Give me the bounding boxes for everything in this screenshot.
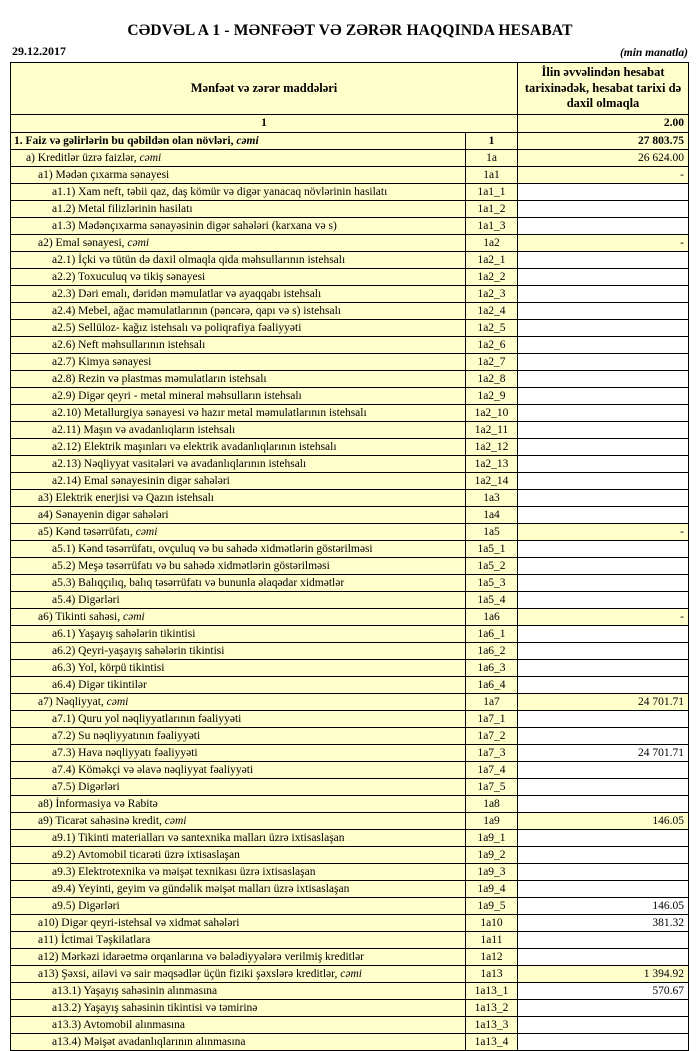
row-label xyxy=(11,336,466,353)
table-row xyxy=(11,574,689,591)
row-code: 1a8 xyxy=(466,795,518,812)
row-label xyxy=(11,1016,466,1033)
table-row xyxy=(11,319,689,336)
column-number-value: 2.00 xyxy=(518,114,689,132)
table-row xyxy=(11,693,689,710)
row-value xyxy=(518,574,689,591)
row-code: 1a13_4 xyxy=(466,1033,518,1050)
row-label xyxy=(11,540,466,557)
row-label-text: a13.2) Yaşayış sahəsinin tikintisi və təmirinə xyxy=(52,1001,258,1014)
row-label-cemi: cəmi xyxy=(139,151,162,164)
row-value xyxy=(518,370,689,387)
report-date: 29.12.2017 xyxy=(12,44,66,58)
row-label-text: a9) Ticarət sahəsinə kredit, xyxy=(38,814,162,827)
row-code: 1a5_2 xyxy=(466,557,518,574)
row-code: 1a4 xyxy=(466,506,518,523)
table-row xyxy=(11,523,689,540)
row-value xyxy=(518,421,689,438)
row-label-text: a3) Elektrik enerjisi və Qazın istehsalı xyxy=(38,491,214,504)
row-code: 1a xyxy=(466,149,518,166)
row-label xyxy=(11,506,466,523)
row-label-text: a6.4) Digər tikintilər xyxy=(52,678,147,691)
row-label xyxy=(11,319,466,336)
row-label-text: a5.2) Meşə təsərrüfatı və bu sahədə xidmətlərin göstərilməsi xyxy=(52,559,330,572)
row-label xyxy=(11,591,466,608)
row-code: 1a2_10 xyxy=(466,404,518,421)
table-row xyxy=(11,217,689,234)
row-label xyxy=(11,897,466,914)
row-value xyxy=(518,251,689,268)
row-value xyxy=(518,200,689,217)
row-value xyxy=(518,846,689,863)
row-value xyxy=(518,727,689,744)
row-label-text: a7.3) Hava nəqliyyatı fəaliyyəti xyxy=(52,746,198,759)
row-label-cemi: cəmi xyxy=(106,695,129,708)
report-title: CƏDVƏL A 1 - MƏNFƏƏT VƏ ZƏRƏR HAQQINDA HESABAT xyxy=(127,22,573,39)
row-value: 1 394.92 xyxy=(518,965,689,982)
row-label-text: a9.1) Tikinti materialları və santexnika malları üzrə ixtisaslaşan xyxy=(52,831,345,844)
table-row xyxy=(11,353,689,370)
row-value xyxy=(518,676,689,693)
row-code: 1a1_2 xyxy=(466,200,518,217)
table-row xyxy=(11,710,689,727)
row-value: 26 624.00 xyxy=(518,149,689,166)
table-row xyxy=(11,948,689,965)
row-value: - xyxy=(518,166,689,183)
table-row xyxy=(11,642,689,659)
row-value: 146.05 xyxy=(518,897,689,914)
row-code: 1a9_3 xyxy=(466,863,518,880)
row-value xyxy=(518,438,689,455)
row-label-text: a6.1) Yaşayış sahələrin tikintisi xyxy=(52,627,196,640)
table-row xyxy=(11,421,689,438)
row-label xyxy=(11,744,466,761)
row-label-text: a2.8) Rezin və plastmas məmulatların istehsalı xyxy=(52,372,267,385)
row-label-cemi: cəmi xyxy=(340,967,362,980)
table-row xyxy=(11,489,689,506)
table-row xyxy=(11,183,689,200)
row-value xyxy=(518,455,689,472)
row-label xyxy=(11,608,466,625)
table-row xyxy=(11,999,689,1016)
row-label xyxy=(11,693,466,710)
row-code: 1a9 xyxy=(466,812,518,829)
table-row xyxy=(11,1016,689,1033)
row-code: 1a5 xyxy=(466,523,518,540)
table-row xyxy=(11,914,689,931)
row-label xyxy=(11,234,466,251)
row-label-text: a10) Digər qeyri-istehsal və xidmət sahələri xyxy=(38,916,240,929)
row-code: 1a7_3 xyxy=(466,744,518,761)
table-row xyxy=(11,982,689,999)
table-row xyxy=(11,404,689,421)
row-label-text: a2.3) Dəri emalı, dəridən məmulatlar və ayaqqabı istehsalı xyxy=(52,287,322,300)
row-label-cemi: cəmi xyxy=(122,610,145,623)
table-row xyxy=(11,506,689,523)
column-numbering-row xyxy=(11,114,689,132)
row-code: 1a2_13 xyxy=(466,455,518,472)
row-label xyxy=(11,659,466,676)
table-row xyxy=(11,149,689,166)
row-label xyxy=(11,880,466,897)
row-label xyxy=(11,166,466,183)
row-code: 1a2_2 xyxy=(466,268,518,285)
row-value xyxy=(518,404,689,421)
row-value xyxy=(518,183,689,200)
table-row xyxy=(11,200,689,217)
row-label xyxy=(11,268,466,285)
row-label-text: a2.6) Neft məhsullarının istehsalı xyxy=(52,338,206,351)
row-label-cemi: cəmi xyxy=(236,134,259,147)
row-label xyxy=(11,965,466,982)
row-label-cemi: cəmi xyxy=(164,814,187,827)
row-label-text: a9.4) Yeyinti, geyim və gündəlik məişət malları üzrə ixtisaslaşan xyxy=(52,882,350,895)
table-row xyxy=(11,132,689,149)
row-code: 1a6_4 xyxy=(466,676,518,693)
row-label-cemi: cəmi xyxy=(127,236,150,249)
row-value xyxy=(518,863,689,880)
row-value: - xyxy=(518,608,689,625)
row-label xyxy=(11,353,466,370)
table-row xyxy=(11,812,689,829)
row-label-text: a13.4) Məişət avadanlıqlarının alınmasına xyxy=(52,1035,246,1048)
row-label-text: a5.4) Digərləri xyxy=(52,593,120,606)
table-row xyxy=(11,455,689,472)
items-column-header: Mənfəət və zərər maddələri xyxy=(11,63,518,115)
row-label xyxy=(11,761,466,778)
row-value xyxy=(518,557,689,574)
row-value: 24 701.71 xyxy=(518,744,689,761)
table-row xyxy=(11,438,689,455)
table-row xyxy=(11,608,689,625)
row-label xyxy=(11,676,466,693)
row-code: 1a3 xyxy=(466,489,518,506)
row-label-text: a1.2) Metal filizlərinin hasilatı xyxy=(52,202,193,215)
row-value xyxy=(518,999,689,1016)
table-row xyxy=(11,676,689,693)
row-code: 1a7_1 xyxy=(466,710,518,727)
row-code: 1a2_9 xyxy=(466,387,518,404)
row-value xyxy=(518,659,689,676)
row-code: 1a2_12 xyxy=(466,438,518,455)
row-label-text: a11) İctimai Təşkilatlara xyxy=(38,933,151,946)
row-code: 1a5_3 xyxy=(466,574,518,591)
row-value: 24 701.71 xyxy=(518,693,689,710)
row-label-text: a7.5) Digərləri xyxy=(52,780,120,793)
table-row xyxy=(11,540,689,557)
row-label-text: a2.4) Mebel, ağac məmulatlarının (pəncərə, qapı və s) istehsalı xyxy=(52,304,341,317)
row-label xyxy=(11,727,466,744)
row-label-text: a9.5) Digərləri xyxy=(52,899,120,912)
table-row xyxy=(11,336,689,353)
row-value xyxy=(518,761,689,778)
row-value: - xyxy=(518,234,689,251)
row-label xyxy=(11,404,466,421)
table-row xyxy=(11,268,689,285)
row-value xyxy=(518,387,689,404)
row-value xyxy=(518,1016,689,1033)
row-value: - xyxy=(518,523,689,540)
row-code: 1a6_3 xyxy=(466,659,518,676)
row-label-text: a7) Nəqliyyat, xyxy=(38,695,104,708)
row-label-text: a2.10) Metallurgiya sənayesi və hazır metal məmulatlarının istehsalı xyxy=(52,406,367,419)
row-code: 1a5_1 xyxy=(466,540,518,557)
table-row xyxy=(11,285,689,302)
row-label-text: a7.4) Köməkçi və əlavə nəqliyyat fəaliyyəti xyxy=(52,763,254,776)
row-label-text: a2.1) İçki və tütün də daxil olmaqla qida məhsullarının istehsalı xyxy=(52,253,346,266)
row-code: 1a7 xyxy=(466,693,518,710)
row-value xyxy=(518,642,689,659)
row-value xyxy=(518,217,689,234)
row-code: 1a10 xyxy=(466,914,518,931)
table-row xyxy=(11,625,689,642)
row-label-text: a7.1) Quru yol nəqliyyatlarının fəaliyyəti xyxy=(52,712,242,725)
row-code: 1a9_1 xyxy=(466,829,518,846)
row-value xyxy=(518,353,689,370)
row-label xyxy=(11,285,466,302)
row-value xyxy=(518,829,689,846)
row-code: 1a9_2 xyxy=(466,846,518,863)
row-label xyxy=(11,863,466,880)
row-label xyxy=(11,472,466,489)
row-code: 1a5_4 xyxy=(466,591,518,608)
unit-note: (min manatla) xyxy=(619,47,688,59)
table-row xyxy=(11,659,689,676)
row-label-text: a5.3) Balıqçılıq, balıq təsərrüfatı və bununla əlaqədar xidmətlər xyxy=(52,576,345,589)
row-label-text: a8) İnformasiya və Rabitə xyxy=(38,797,158,810)
row-label-text: a) Kreditlər üzrə faizlər, xyxy=(26,151,137,164)
row-value xyxy=(518,948,689,965)
row-label-text: a2.13) Nəqliyyat vasitələri və avadanlıqlarının istehsalı xyxy=(52,457,307,470)
row-value xyxy=(518,880,689,897)
row-value: 381.32 xyxy=(518,914,689,931)
table-row xyxy=(11,897,689,914)
row-value xyxy=(518,285,689,302)
row-code: 1a13_3 xyxy=(466,1016,518,1033)
table-row xyxy=(11,863,689,880)
row-label xyxy=(11,251,466,268)
row-label-text: a13.3) Avtomobil alınmasına xyxy=(52,1018,185,1031)
row-value: 146.05 xyxy=(518,812,689,829)
row-value xyxy=(518,710,689,727)
table-row xyxy=(11,1033,689,1050)
row-label xyxy=(11,370,466,387)
row-label xyxy=(11,489,466,506)
row-code: 1a13_1 xyxy=(466,982,518,999)
row-label xyxy=(11,438,466,455)
row-value xyxy=(518,591,689,608)
row-value xyxy=(518,319,689,336)
row-value: 27 803.75 xyxy=(518,132,689,149)
row-code: 1a7_5 xyxy=(466,778,518,795)
table-row xyxy=(11,761,689,778)
row-label-text: a6.3) Yol, körpü tikintisi xyxy=(52,661,165,674)
row-code: 1a2_7 xyxy=(466,353,518,370)
value-column-header: İlin əvvəlindən hesabat tarixinədək, hesabat tarixi də daxil olmaqla xyxy=(518,63,689,115)
row-label xyxy=(11,982,466,999)
row-code: 1a1_3 xyxy=(466,217,518,234)
table-row xyxy=(11,302,689,319)
row-label xyxy=(11,132,466,149)
table-row xyxy=(11,829,689,846)
row-label xyxy=(11,948,466,965)
row-code: 1a2_5 xyxy=(466,319,518,336)
row-label-text: a13) Şəxsi, ailəvi və sair məqsədlər üçün fiziki şəxslərə kreditlər, xyxy=(38,967,338,980)
row-label xyxy=(11,149,466,166)
row-value: 570.67 xyxy=(518,982,689,999)
row-code: 1a7_4 xyxy=(466,761,518,778)
column-number-items: 1 xyxy=(11,114,518,132)
row-label-text: a9.3) Elektrotexnika və məişət texnikası üzrə ixtisaslaşan xyxy=(52,865,316,878)
row-code: 1a2_11 xyxy=(466,421,518,438)
row-value xyxy=(518,778,689,795)
row-label-text: a13.1) Yaşayış sahəsinin alınmasına xyxy=(52,984,218,997)
row-label-text: a6) Tikinti sahəsi, xyxy=(38,610,121,623)
row-label xyxy=(11,846,466,863)
row-label xyxy=(11,999,466,1016)
row-code: 1a2_14 xyxy=(466,472,518,489)
table-row xyxy=(11,234,689,251)
row-value xyxy=(518,1033,689,1050)
row-value xyxy=(518,795,689,812)
row-label-text: 1. Faiz və gəlirlərin bu qəbildən olan növləri, xyxy=(14,134,234,147)
row-code: 1a7_2 xyxy=(466,727,518,744)
row-label xyxy=(11,642,466,659)
row-label xyxy=(11,625,466,642)
row-label xyxy=(11,302,466,319)
row-code: 1a13_2 xyxy=(466,999,518,1016)
table-row xyxy=(11,251,689,268)
row-code: 1a13 xyxy=(466,965,518,982)
row-label xyxy=(11,1033,466,1050)
table-row xyxy=(11,166,689,183)
table-row xyxy=(11,965,689,982)
row-code: 1a12 xyxy=(466,948,518,965)
row-code: 1a11 xyxy=(466,931,518,948)
table-row xyxy=(11,880,689,897)
table-row xyxy=(11,387,689,404)
table-row xyxy=(11,591,689,608)
table-row xyxy=(11,778,689,795)
row-label xyxy=(11,931,466,948)
row-label-text: a2.12) Elektrik maşınları və elektrik avadanlıqlarının istehsalı xyxy=(52,440,337,453)
row-code: 1a2_3 xyxy=(466,285,518,302)
row-label xyxy=(11,778,466,795)
row-label-text: a6.2) Qeyri-yaşayış sahələrin tikintisi xyxy=(52,644,225,657)
row-code: 1a2_8 xyxy=(466,370,518,387)
row-value xyxy=(518,931,689,948)
row-value xyxy=(518,302,689,319)
table-row xyxy=(11,744,689,761)
row-value xyxy=(518,336,689,353)
row-code: 1a6_1 xyxy=(466,625,518,642)
row-label-text: a1.1) Xam neft, təbii qaz, daş kömür və digər yanacaq növlərinin hasilatı xyxy=(52,185,388,198)
row-value xyxy=(518,268,689,285)
table-row xyxy=(11,846,689,863)
row-label-text: a2.14) Emal sənayesinin digər sahələri xyxy=(52,474,230,487)
row-label xyxy=(11,710,466,727)
row-label-text: a2.5) Sellüloz- kağız istehsalı və poliqrafiya fəaliyyəti xyxy=(52,321,302,334)
row-value xyxy=(518,472,689,489)
row-label xyxy=(11,217,466,234)
row-value xyxy=(518,489,689,506)
table-row xyxy=(11,557,689,574)
row-label xyxy=(11,387,466,404)
row-label xyxy=(11,455,466,472)
row-value xyxy=(518,625,689,642)
row-label xyxy=(11,557,466,574)
row-label xyxy=(11,829,466,846)
row-label xyxy=(11,574,466,591)
row-label-text: a2.2) Toxuculuq və tikiş sənayesi xyxy=(52,270,206,283)
row-label xyxy=(11,812,466,829)
row-label-text: a2.7) Kimya sənayesi xyxy=(52,355,152,368)
row-code: 1a1_1 xyxy=(466,183,518,200)
row-label xyxy=(11,523,466,540)
row-label-text: a5) Kənd təsərrüfatı, xyxy=(38,525,133,538)
row-label-text: a4) Sənayenin digər sahələri xyxy=(38,508,169,521)
row-label-text: a12) Mərkəzi idarəetmə orqanlarına və bələdiyyələrə verilmiş kreditlər xyxy=(38,950,364,963)
row-label xyxy=(11,421,466,438)
header-row xyxy=(11,63,689,115)
table-row xyxy=(11,727,689,744)
row-label-text: a2) Emal sənayesi, xyxy=(38,236,125,249)
row-label-text: a2.9) Digər qeyri - metal mineral məhsulların istehsalı xyxy=(52,389,302,402)
table-row xyxy=(11,370,689,387)
row-code: 1a6 xyxy=(466,608,518,625)
row-value xyxy=(518,506,689,523)
row-label-text: a2.11) Maşın və avadanlıqların istehsalı xyxy=(52,423,236,436)
row-code: 1a9_5 xyxy=(466,897,518,914)
row-code: 1a9_4 xyxy=(466,880,518,897)
row-code: 1a2_1 xyxy=(466,251,518,268)
profit-loss-table xyxy=(10,62,689,1051)
row-label xyxy=(11,914,466,931)
row-label-text: a9.2) Avtomobil ticarəti üzrə ixtisaslaşan xyxy=(52,848,240,861)
row-code: 1a2_6 xyxy=(466,336,518,353)
row-label xyxy=(11,795,466,812)
row-code: 1a2_4 xyxy=(466,302,518,319)
row-value xyxy=(518,540,689,557)
row-code: 1a1 xyxy=(466,166,518,183)
row-code: 1a2 xyxy=(466,234,518,251)
table-row xyxy=(11,472,689,489)
row-label xyxy=(11,200,466,217)
row-code: 1 xyxy=(466,132,518,149)
row-label-text: a1) Mədən çıxarma sənayesi xyxy=(38,168,170,181)
row-label-text: a7.2) Su nəqliyyatının fəaliyyəti xyxy=(52,729,201,742)
row-label-text: a1.3) Mədənçıxarma sənayəsinin digər sahələri (karxana və s) xyxy=(52,219,337,232)
row-label xyxy=(11,183,466,200)
row-code: 1a6_2 xyxy=(466,642,518,659)
table-row xyxy=(11,931,689,948)
row-label-text: a5.1) Kənd təsərrüfatı, ovçuluq və bu sahədə xidmətlərin göstərilməsi xyxy=(52,542,373,555)
row-label-cemi: cəmi xyxy=(135,525,158,538)
meta-row xyxy=(12,44,688,59)
table-row xyxy=(11,795,689,812)
